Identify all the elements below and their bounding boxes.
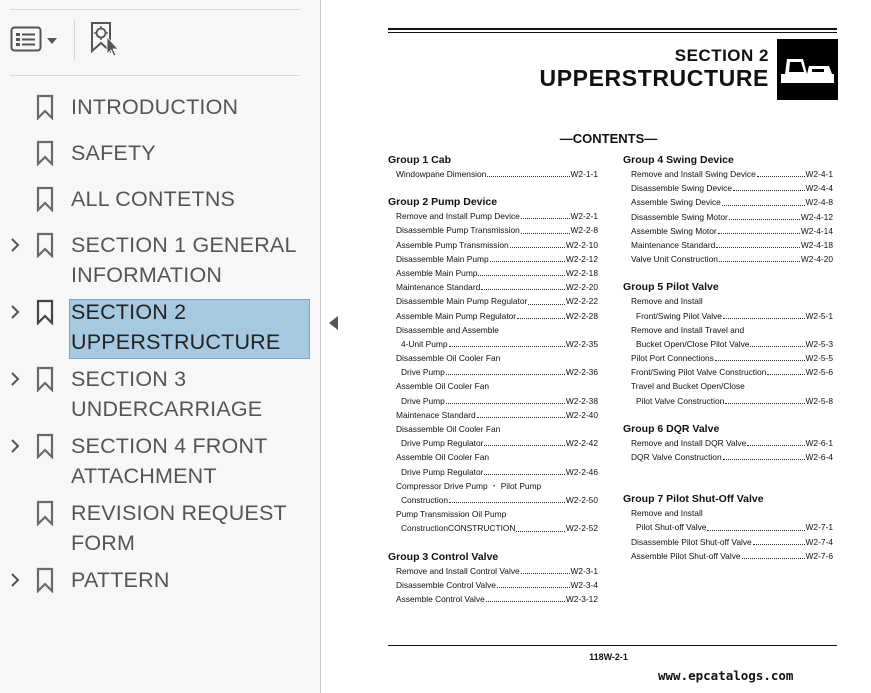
bookmark-label: SECTION 2 UPPERSTRUCTURE bbox=[71, 300, 281, 354]
dot-leader bbox=[707, 520, 804, 530]
dot-leader bbox=[753, 535, 805, 545]
group-heading: Group 7 Pilot Shut-Off Valve bbox=[623, 493, 764, 506]
bookmark-label: SAFETY bbox=[71, 141, 156, 165]
entry-title: Maintenance Standard bbox=[631, 239, 716, 250]
contents-entry[interactable] bbox=[388, 578, 598, 592]
entry-page-number: W2-2-40 bbox=[565, 409, 598, 420]
contents-entry[interactable] bbox=[623, 323, 833, 337]
entry-title: Maintenance Standard bbox=[396, 282, 481, 293]
contents-entry[interactable] bbox=[623, 337, 833, 351]
bookmark-label: PATTERN bbox=[71, 568, 170, 592]
contents-entry[interactable] bbox=[388, 280, 598, 294]
bottom-rule bbox=[388, 645, 837, 646]
dot-leader bbox=[484, 436, 564, 446]
contents-entry[interactable] bbox=[623, 351, 833, 365]
entry-title: ConstructionCONSTRUCTION bbox=[401, 523, 516, 534]
entry-page-number: W2-5-5 bbox=[805, 353, 833, 364]
entry-title: Remove and Install Travel and bbox=[631, 324, 745, 335]
dot-leader bbox=[521, 564, 570, 574]
entry-page-number: W2-4-20 bbox=[800, 254, 833, 265]
bookmark-item[interactable] bbox=[0, 297, 320, 357]
contents-entry[interactable] bbox=[623, 394, 833, 408]
entry-page-number: W2-4-18 bbox=[800, 239, 833, 250]
entry-title: Assemble Pump Transmission bbox=[396, 239, 509, 250]
contents-entry[interactable] bbox=[623, 224, 833, 238]
dot-leader bbox=[487, 167, 569, 177]
entry-page-number: W2-2-35 bbox=[565, 338, 598, 349]
entry-title: Pump Transmission Oil Pump bbox=[396, 509, 507, 520]
entry-page-number: W2-2-22 bbox=[565, 296, 598, 307]
divider bbox=[10, 75, 300, 76]
dot-leader bbox=[521, 209, 570, 219]
entry-page-number: W2-6-4 bbox=[805, 452, 833, 462]
bookmark-icon bbox=[36, 500, 54, 526]
entry-title: Disassemble Main Pump bbox=[396, 253, 489, 264]
contents-entry[interactable] bbox=[623, 210, 833, 224]
entry-title: Pilot Shut-off Valve bbox=[636, 522, 707, 533]
chevron-down-icon bbox=[46, 32, 58, 50]
contents-entry[interactable] bbox=[623, 252, 833, 266]
bookmark-icon bbox=[36, 567, 54, 593]
list-options-icon bbox=[10, 26, 42, 57]
dot-leader bbox=[750, 337, 804, 347]
entry-page-number: W2-2-42 bbox=[565, 438, 598, 449]
dot-leader bbox=[481, 280, 565, 290]
dot-leader bbox=[757, 167, 805, 177]
group-heading: Group 4 Swing Device bbox=[623, 154, 734, 166]
spacer bbox=[623, 478, 833, 492]
entry-page-number: W2-6-1 bbox=[805, 437, 833, 448]
dot-leader bbox=[497, 578, 570, 588]
dot-leader bbox=[516, 521, 564, 531]
find-bookmark-button[interactable] bbox=[89, 22, 121, 60]
group-heading: Group 6 DQR Valve bbox=[623, 422, 720, 435]
spacer bbox=[388, 536, 598, 550]
bookmark-label: SECTION 4 FRONT ATTACHMENT bbox=[71, 434, 268, 488]
dot-leader bbox=[449, 337, 565, 347]
entry-title: Remove and Install bbox=[631, 296, 703, 307]
contents-entry[interactable] bbox=[388, 465, 598, 479]
contents-entry[interactable] bbox=[388, 436, 598, 450]
dot-leader bbox=[478, 266, 564, 276]
bookmark-label: SECTION 1 GENERAL INFORMATION bbox=[71, 233, 297, 287]
contents-entry[interactable] bbox=[388, 450, 598, 464]
entry-page-number: W2-7-4 bbox=[805, 536, 833, 547]
contents-entry[interactable] bbox=[388, 479, 598, 493]
document-page bbox=[346, 0, 871, 693]
entry-title: Disassemble Swing Motor bbox=[631, 211, 728, 222]
entry-page-number: W2-2-38 bbox=[565, 395, 598, 406]
entry-title: Assemble Pilot Shut-off Valve bbox=[631, 550, 741, 561]
contents-entry[interactable] bbox=[388, 493, 598, 507]
contents-entry[interactable] bbox=[623, 520, 833, 534]
entry-title: Assemble Main Pump Regulator bbox=[396, 310, 517, 321]
contents-entry[interactable] bbox=[388, 507, 598, 521]
entry-title: Assemble Main Pump bbox=[396, 267, 478, 278]
entry-page-number: W2-2-1 bbox=[570, 211, 598, 222]
entry-title: Disassemble Pilot Shut-off Valve bbox=[631, 536, 752, 547]
dot-leader bbox=[767, 365, 804, 375]
dot-leader bbox=[449, 493, 565, 503]
contents-entry[interactable] bbox=[388, 266, 598, 280]
entry-title: Disassemble Swing Device bbox=[631, 183, 733, 194]
entry-title: DQR Valve Construction bbox=[631, 452, 722, 462]
contents-right-column bbox=[623, 153, 833, 563]
contents-entry[interactable] bbox=[388, 394, 598, 408]
entry-page-number: W2-2-20 bbox=[565, 282, 598, 293]
contents-entry[interactable] bbox=[388, 309, 598, 323]
contents-entry[interactable] bbox=[623, 181, 833, 195]
find-bookmark-icon bbox=[89, 21, 121, 62]
dot-leader bbox=[723, 450, 805, 460]
contents-entry[interactable] bbox=[623, 238, 833, 252]
contents-left-column bbox=[388, 153, 598, 606]
dot-leader bbox=[510, 238, 565, 248]
chevron-right-icon[interactable] bbox=[8, 439, 22, 453]
entry-title: Disassemble Control Valve bbox=[396, 579, 496, 590]
contents-entry[interactable] bbox=[388, 294, 598, 308]
chevron-right-icon[interactable] bbox=[8, 372, 22, 386]
entry-page-number: W2-2-10 bbox=[565, 239, 598, 250]
contents-entry[interactable] bbox=[388, 592, 598, 606]
divider bbox=[10, 9, 300, 10]
entry-page-number: W2-2-36 bbox=[565, 367, 598, 378]
bookmark-icon bbox=[36, 232, 54, 258]
entry-page-number: W2-4-14 bbox=[800, 225, 833, 236]
bookmark-item[interactable] bbox=[0, 498, 320, 558]
contents-entry[interactable] bbox=[623, 549, 833, 563]
entry-page-number: W2-3-12 bbox=[565, 593, 598, 604]
entry-title: Remove and Install DQR Valve bbox=[631, 437, 747, 448]
contents-entry[interactable] bbox=[623, 195, 833, 209]
dot-leader bbox=[729, 210, 800, 220]
contents-entry[interactable] bbox=[388, 223, 598, 237]
entry-page-number: W2-2-50 bbox=[565, 494, 598, 505]
section-number: SECTION 2 bbox=[674, 46, 769, 65]
entry-page-number: W2-2-46 bbox=[565, 466, 598, 477]
top-rule bbox=[388, 28, 837, 30]
entry-title: Windowpane Dimension bbox=[396, 169, 487, 179]
bookmark-item[interactable] bbox=[0, 431, 320, 491]
entry-title: Bucket Open/Close Pilot Valve bbox=[636, 338, 750, 349]
section-title: UPPERSTRUCTURE bbox=[539, 65, 769, 91]
entry-title: Drive Pump bbox=[401, 395, 445, 406]
dot-leader bbox=[723, 309, 805, 319]
contents-entry[interactable] bbox=[623, 535, 833, 549]
spacer bbox=[388, 181, 598, 195]
dot-leader bbox=[477, 408, 565, 418]
contents-entry[interactable] bbox=[623, 365, 833, 379]
entry-page-number: W2-5-3 bbox=[805, 338, 833, 349]
spacer bbox=[623, 408, 833, 422]
contents-entry[interactable] bbox=[623, 309, 833, 323]
top-rule-thin bbox=[388, 32, 837, 33]
entry-title: Drive Pump bbox=[401, 367, 445, 378]
entry-page-number: W2-5-1 bbox=[805, 310, 833, 321]
contents-entry[interactable] bbox=[623, 450, 833, 464]
entry-page-number: W2-7-1 bbox=[805, 522, 833, 533]
bookmark-icon bbox=[36, 140, 54, 166]
contents-entry[interactable] bbox=[388, 521, 598, 535]
contents-entry[interactable] bbox=[388, 337, 598, 351]
dot-leader bbox=[733, 181, 805, 191]
entry-title: Assemble Oil Cooler Fan bbox=[396, 381, 490, 392]
collapse-panel-arrow-icon[interactable] bbox=[329, 316, 338, 330]
entry-title: Travel and Bucket Open/Close bbox=[631, 381, 745, 392]
dot-leader bbox=[484, 465, 564, 475]
contents-entry[interactable] bbox=[388, 323, 598, 337]
entry-title: Disassemble Pump Transmission bbox=[396, 225, 520, 236]
spacer bbox=[623, 464, 833, 478]
group-heading: Group 5 Pilot Valve bbox=[623, 281, 719, 294]
group-heading: Group 3 Control Valve bbox=[388, 550, 499, 563]
spacer bbox=[623, 266, 833, 280]
entry-title: Remove and Install Control Valve bbox=[396, 565, 520, 576]
dot-leader bbox=[719, 252, 800, 262]
contents-entry[interactable] bbox=[623, 379, 833, 393]
contents-entry[interactable] bbox=[388, 167, 598, 181]
contents-entry[interactable] bbox=[388, 365, 598, 379]
bookmark-icon bbox=[36, 186, 54, 212]
dot-leader bbox=[446, 394, 565, 404]
dot-leader bbox=[446, 365, 565, 375]
watermark-text: www.epcatalogs.com bbox=[658, 668, 794, 683]
entry-title: Pilot Valve Construction bbox=[636, 395, 725, 406]
entry-title: Disassemble Oil Cooler Fan bbox=[396, 353, 501, 364]
entry-title: 4-Unit Pump bbox=[401, 338, 448, 349]
bookmark-icon bbox=[36, 366, 54, 392]
entry-title: Remove and Install bbox=[631, 508, 703, 519]
entry-title: Disassemble Oil Cooler Fan bbox=[396, 424, 501, 434]
entry-page-number: W2-2-52 bbox=[565, 523, 598, 534]
contents-entry[interactable] bbox=[388, 408, 598, 422]
chevron-right-icon[interactable] bbox=[8, 305, 22, 319]
contents-entry[interactable] bbox=[388, 252, 598, 266]
entry-page-number: W2-3-1 bbox=[570, 565, 598, 576]
entry-title: Front/Swing Pilot Valve bbox=[636, 310, 722, 321]
entry-page-number: W2-2-8 bbox=[570, 225, 598, 236]
entry-page-number: W2-3-4 bbox=[570, 579, 598, 590]
contents-entry[interactable] bbox=[623, 436, 833, 450]
entry-title: Remove and Install Pump Device bbox=[396, 211, 520, 222]
chevron-right-icon[interactable] bbox=[8, 573, 22, 587]
entry-page-number: W2-4-4 bbox=[805, 183, 833, 194]
entry-title: Assemble Oil Cooler Fan bbox=[396, 452, 490, 463]
excavator-upperstructure-icon bbox=[777, 39, 838, 100]
entry-title: Construction bbox=[401, 494, 449, 505]
entry-title: Valve Unit Construction bbox=[631, 254, 718, 265]
bookmark-label: SECTION 3 UNDERCARRIAGE bbox=[71, 367, 263, 421]
entry-page-number: W2-5-6 bbox=[805, 367, 833, 378]
entry-title: Maintenace Standard bbox=[396, 409, 476, 420]
dot-leader bbox=[486, 592, 565, 602]
dot-leader bbox=[517, 309, 565, 319]
entry-title: Pilot Port Connections bbox=[631, 353, 714, 364]
entry-title: Remove and Install Swing Device bbox=[631, 169, 756, 179]
entry-page-number: W2-7-6 bbox=[805, 550, 833, 561]
contents-heading: —CONTENTS— bbox=[559, 131, 658, 146]
bookmark-item[interactable] bbox=[0, 230, 320, 290]
contents-entry[interactable] bbox=[388, 422, 598, 436]
contents-entry[interactable] bbox=[388, 379, 598, 393]
bookmark-icon bbox=[36, 433, 54, 459]
contents-entry[interactable] bbox=[388, 209, 598, 223]
entry-title: Disassemble Main Pump Regulator bbox=[396, 296, 528, 307]
entry-title: Assemble Swing Motor bbox=[631, 225, 717, 236]
group-heading: Group 1 Cab bbox=[388, 154, 452, 166]
entry-page-number: W2-1-1 bbox=[570, 169, 598, 179]
contents-entry[interactable] bbox=[388, 564, 598, 578]
contents-entry[interactable] bbox=[388, 238, 598, 252]
bookmark-label: INTRODUCTION bbox=[71, 95, 239, 119]
bookmark-item[interactable] bbox=[0, 565, 320, 625]
toolbar-separator bbox=[74, 20, 75, 60]
dot-leader bbox=[742, 549, 805, 559]
entry-title: Assemble Control Valve bbox=[396, 593, 485, 604]
contents-entry[interactable] bbox=[623, 294, 833, 308]
chevron-right-icon[interactable] bbox=[8, 238, 22, 252]
contents-entry[interactable] bbox=[623, 506, 833, 520]
dot-leader bbox=[725, 394, 804, 404]
bookmarks-panel bbox=[0, 0, 321, 693]
dot-leader bbox=[490, 252, 565, 262]
contents-entry[interactable] bbox=[388, 351, 598, 365]
bookmark-label: REVISION REQUEST FORM bbox=[71, 501, 287, 555]
entry-page-number: W2-2-18 bbox=[565, 267, 598, 278]
entry-page-number: W2-4-12 bbox=[800, 211, 833, 222]
dot-leader bbox=[747, 436, 804, 446]
entry-title: Drive Pump Regulator bbox=[401, 438, 484, 449]
contents-entry[interactable] bbox=[623, 167, 833, 181]
entry-page-number: W2-4-8 bbox=[805, 197, 833, 208]
entry-title: Compressor Drive Pump ・ Pilot Pump bbox=[396, 480, 542, 491]
options-menu-button[interactable] bbox=[10, 22, 58, 60]
entry-title: Assemble Swing Device bbox=[631, 197, 721, 208]
dot-leader bbox=[716, 238, 800, 248]
entry-page-number: W2-2-12 bbox=[565, 253, 598, 264]
page-number: 118W-2-1 bbox=[589, 652, 628, 662]
entry-page-number: W2-4-1 bbox=[805, 169, 833, 179]
dot-leader bbox=[722, 195, 805, 205]
bookmark-item[interactable] bbox=[0, 364, 320, 424]
entry-title: Front/Swing Pilot Valve Construction bbox=[631, 367, 767, 378]
entry-title: Drive Pump Regulator bbox=[401, 466, 484, 477]
group-heading: Group 2 Pump Device bbox=[388, 196, 498, 209]
entry-page-number: W2-5-8 bbox=[805, 395, 833, 406]
dot-leader bbox=[528, 294, 565, 304]
bookmark-icon bbox=[36, 94, 54, 120]
bookmark-icon bbox=[36, 299, 54, 325]
entry-title: Disassemble and Assemble bbox=[396, 324, 499, 335]
dot-leader bbox=[521, 223, 570, 233]
bookmark-label: ALL CONTETNS bbox=[71, 187, 236, 211]
entry-page-number: W2-2-28 bbox=[565, 310, 598, 321]
dot-leader bbox=[718, 224, 800, 234]
dot-leader bbox=[715, 351, 805, 361]
